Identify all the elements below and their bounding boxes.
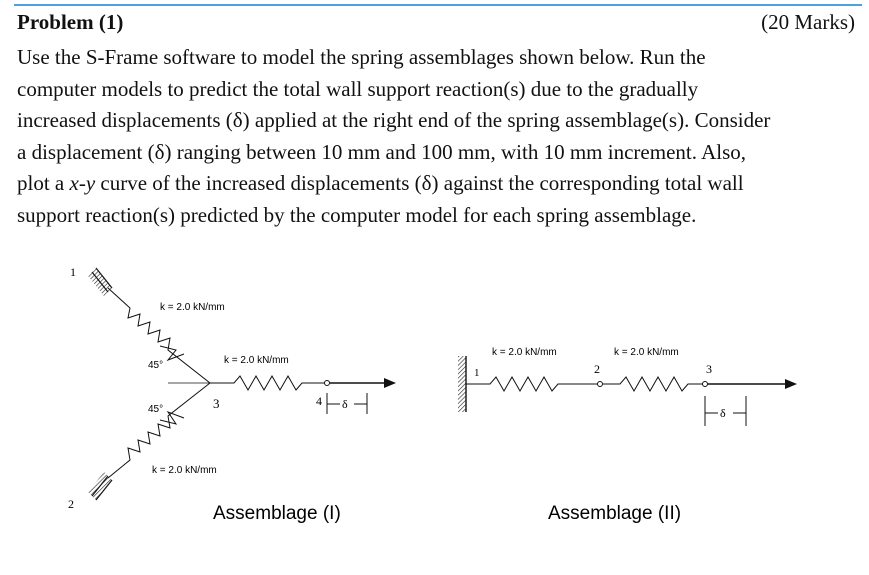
ii-node-1-label: 1 (474, 367, 480, 379)
k-top-label: k = 2.0 kN/mm (160, 302, 225, 313)
wall-support-2-icon (88, 472, 112, 500)
k-mid-label: k = 2.0 kN/mm (224, 355, 289, 366)
ii-node-3-marker (703, 382, 708, 387)
node-2-label: 2 (68, 497, 74, 511)
spring-horizontal-icon (210, 376, 326, 390)
assemblage-1-diagram (68, 265, 396, 524)
arrow-head-1-icon (384, 378, 396, 388)
spring-ii-right-icon (603, 377, 703, 391)
wall-support-1-icon (88, 268, 112, 296)
ii-node-2-marker (598, 382, 603, 387)
spring-bottom-icon (108, 383, 210, 478)
node-3-label: 3 (213, 396, 220, 411)
ii-node-3-label: 3 (706, 362, 712, 376)
statement-line-4: a displacement (δ) ranging between 10 mm and 100 mm, with 10 mm increment. Also, (17, 139, 746, 164)
statement-line-2: computer models to predict the total wall support reaction(s) due to the gradually (17, 76, 699, 101)
problem-title: Problem (1) (17, 10, 124, 34)
problem-marks: (20 Marks) (761, 10, 855, 34)
k-bottom-label: k = 2.0 kN/mm (152, 465, 217, 476)
assemblage-2-caption: Assemblage (II) (548, 503, 682, 524)
statement-line-5b: curve of the increased displacements (δ) against the corresponding total wall (95, 171, 744, 195)
statement-line-6: support reaction(s) predicted by the computer model for each spring assemblage. (17, 202, 697, 227)
delta-1-label: δ (342, 397, 348, 411)
statement-line-5a: plot a (17, 171, 70, 195)
angle-top-label: 45° (148, 360, 164, 371)
statement-line-1: Use the S-Frame software to model the spring assemblages shown below. Run the (17, 45, 706, 69)
wall-support-3-icon (458, 356, 466, 412)
statement-line-3: increased displacements (δ) applied at the right end of the spring assemblage(s). Consider (17, 108, 771, 132)
node-4-marker (325, 381, 330, 386)
node-1-label: 1 (70, 265, 76, 279)
angle-bottom-label: 45° (148, 404, 164, 415)
assemblage-1-caption: Assemblage (I) (213, 503, 341, 524)
node-4-label: 4 (316, 394, 322, 408)
assemblage-2-diagram (458, 347, 797, 524)
k-right-label: k = 2.0 kN/mm (614, 347, 679, 358)
delta-2-label: δ (720, 406, 726, 420)
arrow-head-2-icon (785, 379, 797, 389)
ii-node-2-label: 2 (594, 362, 600, 376)
k-left-label: k = 2.0 kN/mm (492, 347, 557, 358)
xy-term: x-y (69, 171, 96, 195)
spring-ii-left-icon (466, 377, 599, 391)
